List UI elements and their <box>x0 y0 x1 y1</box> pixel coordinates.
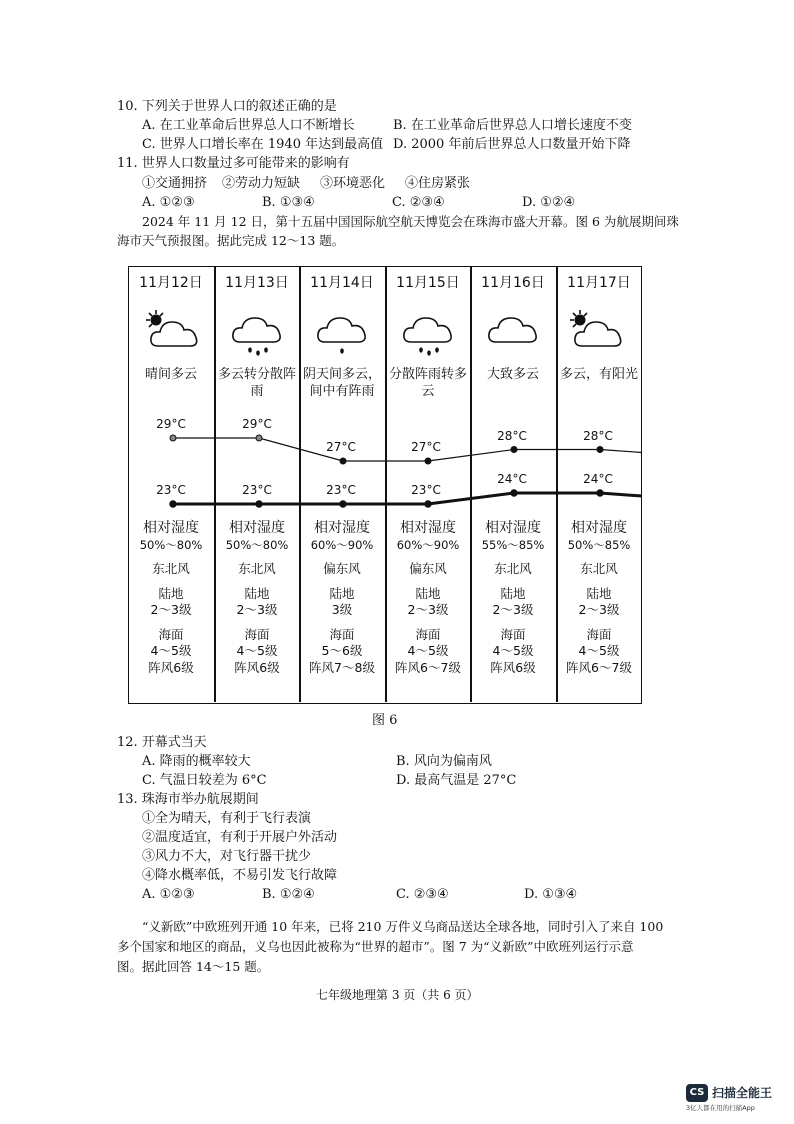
land-wind-level: 2～3级 <box>236 602 278 617</box>
q13-item-1: ①全为晴天，有利于飞行表演 <box>142 811 312 826</box>
land-label: 陆地 <box>158 585 184 601</box>
day-4-info <box>385 520 471 676</box>
sea-wind-level: 4～5级 <box>236 643 278 658</box>
day-3-weather: 阴天间多云，间中有阵雨 <box>302 367 381 399</box>
gust-level: 阵风6～7级 <box>395 659 461 675</box>
wind-direction: 偏东风 <box>323 561 361 576</box>
land-wind-level: 2～3级 <box>492 602 534 617</box>
day-5-weather: 大致多云 <box>486 367 539 382</box>
humidity-value: 50%～80% <box>225 537 289 552</box>
q13-stem: 13. 珠海市举办航展期间 <box>117 792 259 807</box>
q13-item-2: ②温度适宜，有利于开展户外活动 <box>142 830 338 845</box>
sea-label: 海面 <box>329 626 355 642</box>
q12-option-a: A. 降雨的概率较大 <box>142 754 251 769</box>
land-label: 陆地 <box>329 585 355 601</box>
q11-item-1: ①交通拥挤 <box>142 176 208 191</box>
day-4-date: 11月15日 <box>396 275 460 291</box>
sea-wind-level: 4～5级 <box>407 643 449 658</box>
low-temp-label: 23°C <box>242 483 272 497</box>
humidity-label: 相对湿度 <box>314 520 370 536</box>
q11-item-4: ④住房紧张 <box>405 176 471 191</box>
humidity-value: 60%～90% <box>310 537 374 552</box>
land-label: 陆地 <box>244 585 270 601</box>
gust-level: 阵风6级 <box>490 659 536 675</box>
scanner-name: 扫描全能王 <box>712 1086 773 1100</box>
q13-option-b: B. ①②④ <box>262 887 315 902</box>
weather-forecast-figure <box>128 266 642 704</box>
high-temp-label: 29°C <box>156 417 186 431</box>
q13-option-a: A. ①②③ <box>142 887 195 902</box>
land-wind-level: 2～3级 <box>578 602 620 617</box>
high-temp-point <box>340 458 346 464</box>
q12-option-b: B. 风向为偏南风 <box>396 754 492 769</box>
day-4-weather: 分散阵雨转多云 <box>388 367 467 399</box>
day-3-date: 11月14日 <box>310 275 374 291</box>
sea-wind-level: 4～5级 <box>578 643 620 658</box>
q10-stem: 10. 下列关于世界人口的叙述正确的是 <box>117 99 337 114</box>
day-1-weather: 晴间多云 <box>144 367 197 382</box>
q12-option-c: C. 气温日较差为 6°C <box>142 773 267 788</box>
sea-wind-level: 4～5级 <box>150 643 192 658</box>
q10-option-a: A. 在工业革命后世界总人口不断增长 <box>142 118 355 133</box>
intro-12-13-line1: 2024 年 11 月 12 日，第十五届中国国际航空航天博览会在珠海市盛大开幕。图 6 为航展期间珠 <box>142 214 679 229</box>
gust-level: 阵风6～7级 <box>566 659 632 675</box>
high-temp-label: 28°C <box>497 428 527 443</box>
q11-item-3: ③环境恶化 <box>320 176 386 191</box>
high-temp-label: 29°C <box>242 417 272 431</box>
q11-option-c: C. ②③④ <box>392 195 445 210</box>
q13-option-d: D. ①③④ <box>524 887 578 902</box>
day-5-date: 11月16日 <box>481 275 545 291</box>
sea-wind-level: 4～5级 <box>492 643 534 658</box>
land-label: 陆地 <box>415 585 441 601</box>
sea-label: 海面 <box>158 626 184 642</box>
q12-option-d: D. 最高气温是 27°C <box>396 773 517 788</box>
humidity-value: 50%～80% <box>139 537 203 552</box>
humidity-value: 50%～85% <box>567 537 631 552</box>
q13-option-c: C. ②③④ <box>396 887 449 902</box>
intro-14-15-line3: 图。据此回答 14～15 题。 <box>117 959 270 974</box>
land-label: 陆地 <box>500 585 526 601</box>
high-temp-label: 27°C <box>411 440 441 454</box>
humidity-label: 相对湿度 <box>400 520 456 536</box>
high-temp-label: 27°C <box>326 440 356 454</box>
humidity-label: 相对湿度 <box>485 520 541 536</box>
sea-label: 海面 <box>415 626 441 642</box>
day-1-info <box>128 520 214 676</box>
day-5-info <box>470 520 556 676</box>
q13-item-3: ③风力不大，对飞行器干扰少 <box>142 849 312 864</box>
q11-option-b: B. ①③④ <box>262 195 315 210</box>
day-1-date: 11月12日 <box>139 275 203 291</box>
high-temp-point <box>511 447 517 453</box>
wind-direction: 东北风 <box>152 561 190 576</box>
land-label: 陆地 <box>586 585 612 601</box>
low-temp-label: 23°C <box>326 483 356 497</box>
high-temp-point <box>170 435 176 441</box>
gust-level: 阵风7～8级 <box>309 659 375 675</box>
intro-14-15-line1: “义新欧”中欧班列开通 10 年来，已将 210 万件义乌商品送达全球各地，同时引入了来自 100 <box>142 919 664 934</box>
humidity-label: 相对湿度 <box>229 520 285 536</box>
day-2-info <box>214 520 300 676</box>
humidity-label: 相对湿度 <box>571 520 627 536</box>
low-temp-label: 23°C <box>156 483 186 497</box>
q12-stem: 12. 开幕式当天 <box>117 735 207 750</box>
high-temp-point <box>256 435 262 441</box>
low-temp-point <box>256 501 262 507</box>
low-temp-point <box>425 501 431 507</box>
q11-item-2: ②劳动力短缺 <box>222 176 301 191</box>
high-temp-point <box>597 447 603 453</box>
q11-option-a: A. ①②③ <box>142 195 195 210</box>
figure-caption: 图 6 <box>372 713 398 728</box>
gust-level: 阵风6级 <box>148 659 194 675</box>
humidity-value: 60%～90% <box>396 537 460 552</box>
q11-stem: 11. 世界人口数量过多可能带来的影响有 <box>117 156 350 171</box>
q13-item-4: ④降水概率低，不易引发飞行故障 <box>142 868 338 883</box>
q10-option-d: D. 2000 年前后世界总人口数量开始下降 <box>393 137 631 152</box>
day-3-info <box>299 520 385 676</box>
day-6-info <box>556 520 642 676</box>
wind-direction: 东北风 <box>580 561 618 576</box>
land-wind-level: 2～3级 <box>150 602 192 617</box>
day-2-weather: 多云转分散阵雨 <box>217 367 296 399</box>
day-6-date: 11月17日 <box>567 275 631 291</box>
scanner-badge: CS <box>686 1084 708 1102</box>
day-6-weather: 多云，有阳光 <box>559 367 638 382</box>
low-temp-point <box>511 490 517 496</box>
land-wind-level: 3级 <box>331 602 353 617</box>
page-footer: 七年级地理第 3 页（共 6 页） <box>316 988 479 1002</box>
low-temp-label: 23°C <box>411 483 441 497</box>
low-temp-label: 24°C <box>497 472 527 486</box>
land-wind-level: 2～3级 <box>407 602 449 617</box>
low-temp-label: 24°C <box>583 472 613 486</box>
low-temp-point <box>597 490 603 496</box>
low-temp-point <box>340 501 346 507</box>
q10-option-b: B. 在工业革命后世界总人口增长速度不变 <box>393 118 632 133</box>
gust-level: 阵风6级 <box>234 659 280 675</box>
high-temp-label: 28°C <box>583 428 613 443</box>
scanner-tagline: 3亿人都在用的扫描App <box>686 1104 755 1112</box>
day-2-date: 11月13日 <box>225 275 289 291</box>
humidity-value: 55%～85% <box>481 537 545 552</box>
humidity-label: 相对湿度 <box>143 520 199 536</box>
sea-label: 海面 <box>500 626 526 642</box>
sea-wind-level: 5～6级 <box>321 643 363 658</box>
intro-12-13-line2: 海市天气预报图。据此完成 12～13 题。 <box>117 233 345 248</box>
sea-label: 海面 <box>586 626 612 642</box>
low-temp-point <box>170 501 176 507</box>
intro-14-15-line2: 多个国家和地区的商品，义乌也因此被称为“世界的超市”。图 7 为“义新欧”中欧班列运行示意 <box>117 939 634 954</box>
high-temp-point <box>425 458 431 464</box>
wind-direction: 偏东风 <box>409 561 447 576</box>
q11-option-d: D. ①②④ <box>522 195 576 210</box>
sea-label: 海面 <box>244 626 270 642</box>
wind-direction: 东北风 <box>238 561 276 576</box>
q10-option-c: C. 世界人口增长率在 1940 年达到最高值 <box>142 137 384 152</box>
wind-direction: 东北风 <box>494 561 532 576</box>
